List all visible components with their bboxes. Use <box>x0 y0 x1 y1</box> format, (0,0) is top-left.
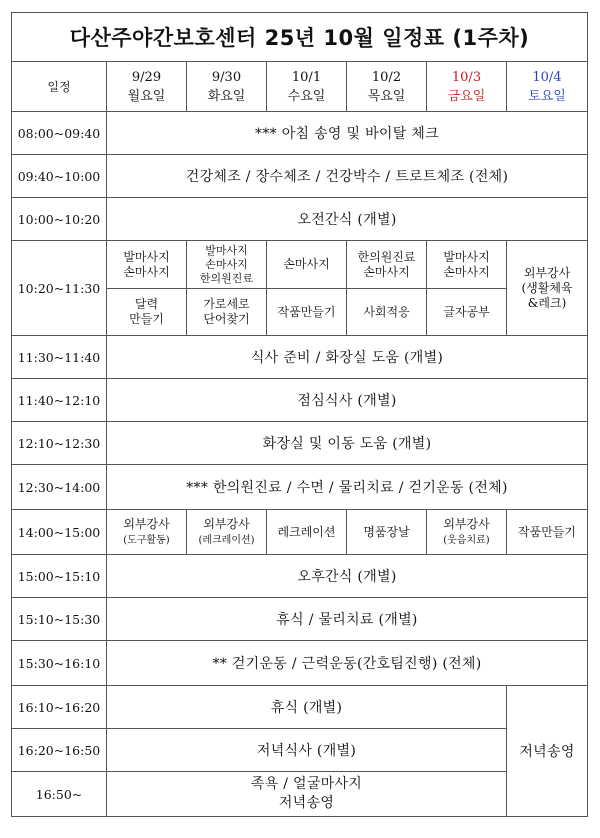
time-cell: 15:10~15:30 <box>12 598 107 641</box>
schedule-table <box>11 12 588 817</box>
activity-cell: 레크레이션 <box>267 510 347 555</box>
time-cell: 15:00~15:10 <box>12 555 107 598</box>
activity-cell: 발마사지 손마사지 한의원진료 <box>187 241 267 289</box>
activity-cell: 발마사지 손마사지 <box>107 241 187 289</box>
day-header-sat: 10/4 토요일 <box>507 62 588 112</box>
schedule-row <box>12 112 588 155</box>
activity-cell: ** 걷기운동 / 근력운동(간호팀진행) (전체) <box>107 641 588 686</box>
activity-cell: 한의원진료 손마사지 <box>347 241 427 289</box>
schedule-row <box>12 241 588 289</box>
activity-cell: 저녁식사 (개별) <box>107 729 507 772</box>
time-cell: 14:00~15:00 <box>12 510 107 555</box>
activity-cell: 외부강사 (레크레이션) <box>187 510 267 555</box>
activity-cell: 휴식 (개별) <box>107 686 507 729</box>
activity-cell: 작품만들기 <box>507 510 588 555</box>
saturday-evening-cell: 저녁송영 <box>507 686 588 817</box>
time-cell: 11:40~12:10 <box>12 379 107 422</box>
schedule-row <box>12 336 588 379</box>
header-row <box>12 62 588 112</box>
schedule-title: 다산주야간보호센터 25년 10월 일정표 (1주차) <box>12 13 588 62</box>
time-cell: 10:00~10:20 <box>12 198 107 241</box>
time-cell: 16:10~16:20 <box>12 686 107 729</box>
schedule-row <box>12 555 588 598</box>
schedule-row <box>12 641 588 686</box>
schedule-label: 일정 <box>12 62 107 112</box>
schedule-row <box>12 510 588 555</box>
activity-cell: 외부강사 (도구활동) <box>107 510 187 555</box>
schedule-row <box>12 155 588 198</box>
day-header-mon: 9/29 월요일 <box>107 62 187 112</box>
time-cell: 08:00~09:40 <box>12 112 107 155</box>
time-cell: 11:30~11:40 <box>12 336 107 379</box>
activity-cell: 사회적응 <box>347 289 427 336</box>
activity-cell: 손마사지 <box>267 241 347 289</box>
day-header-thu: 10/2 목요일 <box>347 62 427 112</box>
activity-cell: 화장실 및 이동 도움 (개별) <box>107 422 588 465</box>
activity-cell: 족욕 / 얼굴마사지 저녁송영 <box>107 772 507 817</box>
time-cell: 12:30~14:00 <box>12 465 107 510</box>
schedule-row <box>12 465 588 510</box>
saturday-activity-cell: 외부강사 (생활체육 &레크) <box>507 241 588 336</box>
activity-cell: *** 아침 송영 및 바이탈 체크 <box>107 112 588 155</box>
schedule-row <box>12 198 588 241</box>
activity-cell: 작품만들기 <box>267 289 347 336</box>
activity-cell: *** 한의원진료 / 수면 / 물리치료 / 걷기운동 (전체) <box>107 465 588 510</box>
activity-cell: 식사 준비 / 화장실 도움 (개별) <box>107 336 588 379</box>
day-header-wed: 10/1 수요일 <box>267 62 347 112</box>
activity-cell: 휴식 / 물리치료 (개별) <box>107 598 588 641</box>
activity-cell: 글자공부 <box>427 289 507 336</box>
time-cell: 15:30~16:10 <box>12 641 107 686</box>
schedule-row <box>12 772 588 817</box>
schedule-row <box>12 598 588 641</box>
time-cell: 16:50~ <box>12 772 107 817</box>
activity-cell: 오전간식 (개별) <box>107 198 588 241</box>
schedule-row <box>12 422 588 465</box>
activity-cell: 점심식사 (개별) <box>107 379 588 422</box>
schedule-row <box>12 729 588 772</box>
activity-cell: 달력 만들기 <box>107 289 187 336</box>
time-cell: 10:20~11:30 <box>12 241 107 336</box>
time-cell: 09:40~10:00 <box>12 155 107 198</box>
day-header-tue: 9/30 화요일 <box>187 62 267 112</box>
activity-cell: 오후간식 (개별) <box>107 555 588 598</box>
activity-cell: 발마사지 손마사지 <box>427 241 507 289</box>
activity-cell: 명품장날 <box>347 510 427 555</box>
time-cell: 12:10~12:30 <box>12 422 107 465</box>
activity-cell: 외부강사 (웃음치료) <box>427 510 507 555</box>
day-header-fri: 10/3 금요일 <box>427 62 507 112</box>
activity-cell: 건강체조 / 장수체조 / 건강박수 / 트로트체조 (전체) <box>107 155 588 198</box>
schedule-row <box>12 379 588 422</box>
schedule-row <box>12 686 588 729</box>
time-cell: 16:20~16:50 <box>12 729 107 772</box>
activity-cell: 가로세로 단어찾기 <box>187 289 267 336</box>
